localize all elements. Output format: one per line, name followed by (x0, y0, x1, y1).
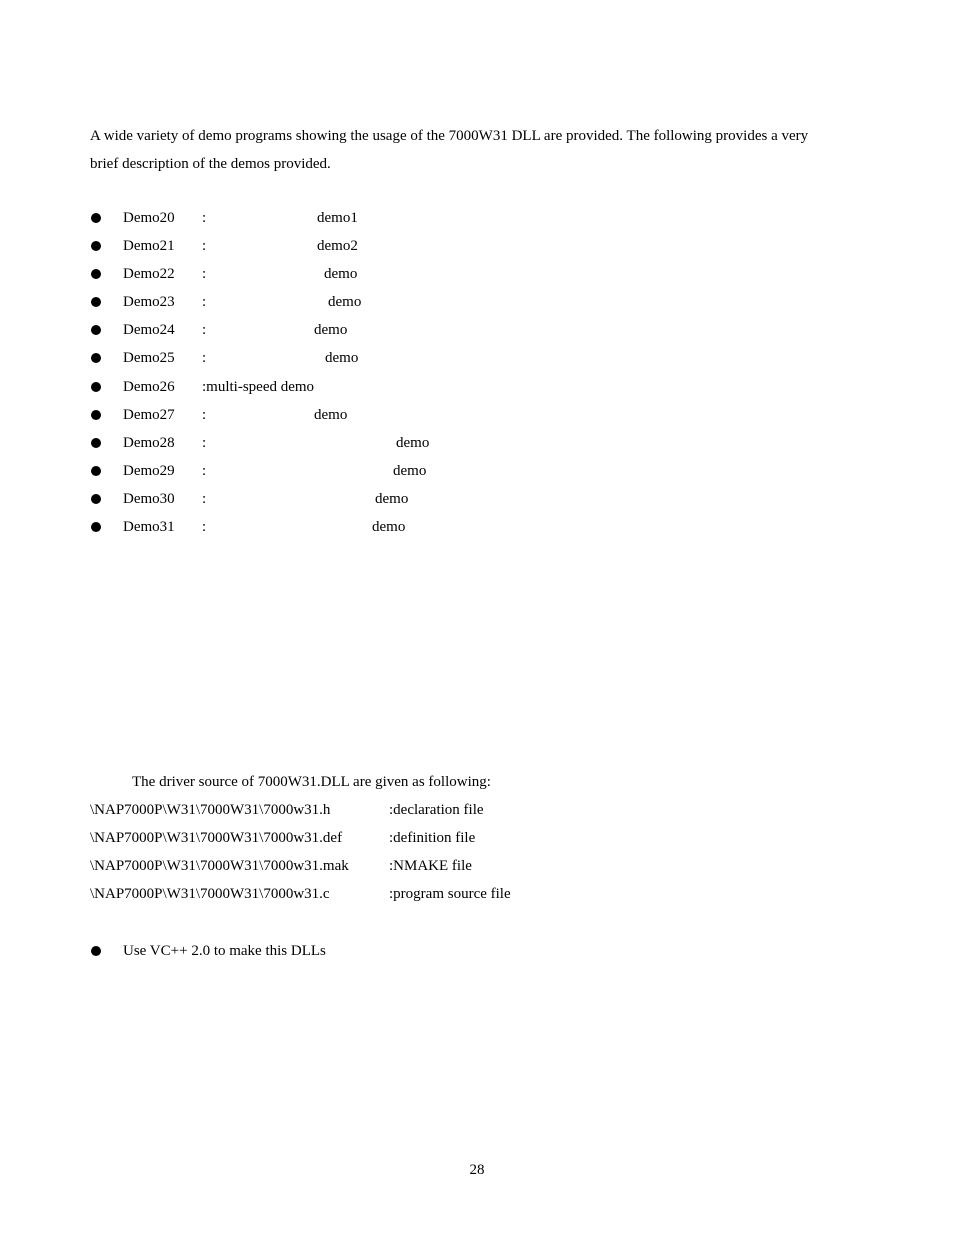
demo-name: Demo21 (123, 238, 175, 255)
note-item (90, 937, 490, 965)
demo-colon: : (202, 322, 207, 339)
demo-name: Demo25 (123, 350, 175, 367)
bullet-icon (91, 213, 101, 223)
demo-name: Demo31 (123, 519, 175, 536)
intro-paragraph (90, 122, 860, 178)
bullet-icon (91, 410, 101, 420)
intro-line-2: brief description of the demos provided. (90, 156, 331, 172)
demo-desc: demo1 (317, 210, 358, 226)
file-path: \NAP7000P\W31\7000W31\7000w31.c (90, 886, 330, 902)
demo-name: Demo26 (123, 378, 175, 395)
bullet-icon (91, 269, 101, 279)
file-description: :program source file (389, 886, 511, 902)
demo-desc: demo (314, 322, 348, 339)
note-text: Use VC++ 2.0 to make this DLLs (123, 943, 326, 959)
page-number: 28 (469, 1162, 485, 1178)
bullet-icon (91, 382, 101, 392)
demo-name: Demo28 (123, 434, 175, 451)
demo-desc: demo (372, 519, 406, 536)
demo-colon: : (202, 434, 207, 451)
demo-name: Demo30 (123, 490, 175, 507)
demo-name: Demo20 (123, 210, 175, 226)
demo-desc: demo (328, 294, 362, 311)
demo-desc: demo (393, 462, 427, 479)
demo-name: Demo29 (123, 462, 175, 479)
demo-colon: : (202, 462, 207, 479)
bullet-icon (91, 241, 101, 251)
file-description: :NMAKE file (389, 858, 472, 874)
demo-desc: demo (324, 266, 358, 283)
bullet-icon (91, 946, 101, 956)
demo-name: Demo27 (123, 406, 175, 423)
file-path: \NAP7000P\W31\7000W31\7000w31.def (90, 830, 343, 846)
demo-colon: :multi-speed demo (202, 378, 315, 395)
bullet-icon (91, 494, 101, 504)
bullet-icon (91, 438, 101, 448)
file-path: \NAP7000P\W31\7000W31\7000w31.h (90, 802, 331, 818)
demo-desc: demo (325, 350, 359, 367)
bullet-icon (91, 522, 101, 532)
demo-colon: : (202, 519, 207, 536)
file-description: :declaration file (389, 802, 484, 818)
intro-line-1: A wide variety of demo programs showing the usage of the 7000W31 DLL are provided. The following provides a very (90, 128, 809, 144)
bullet-icon (91, 353, 101, 363)
file-path: \NAP7000P\W31\7000W31\7000w31.mak (90, 858, 349, 874)
demo-desc: demo (396, 434, 430, 451)
demo-desc: demo (314, 406, 348, 423)
demo-desc: demo (375, 490, 409, 507)
file-description: :definition file (389, 830, 476, 846)
demo-colon: : (202, 210, 207, 226)
demo-colon: : (202, 406, 207, 423)
bullet-icon (91, 297, 101, 307)
bullet-icon (91, 325, 101, 335)
demo-colon: : (202, 238, 207, 255)
demo-colon: : (202, 490, 207, 507)
demo-colon: : (202, 350, 207, 367)
source-intro: The driver source of 7000W31.DLL are given as following: (132, 774, 491, 790)
bullet-icon (91, 466, 101, 476)
demo-name: Demo22 (123, 266, 175, 283)
demo-colon: : (202, 266, 207, 283)
demo-name: Demo23 (123, 294, 175, 311)
demo-name: Demo24 (123, 322, 175, 339)
demo-colon: : (202, 294, 207, 311)
demo-desc: demo2 (317, 238, 358, 255)
